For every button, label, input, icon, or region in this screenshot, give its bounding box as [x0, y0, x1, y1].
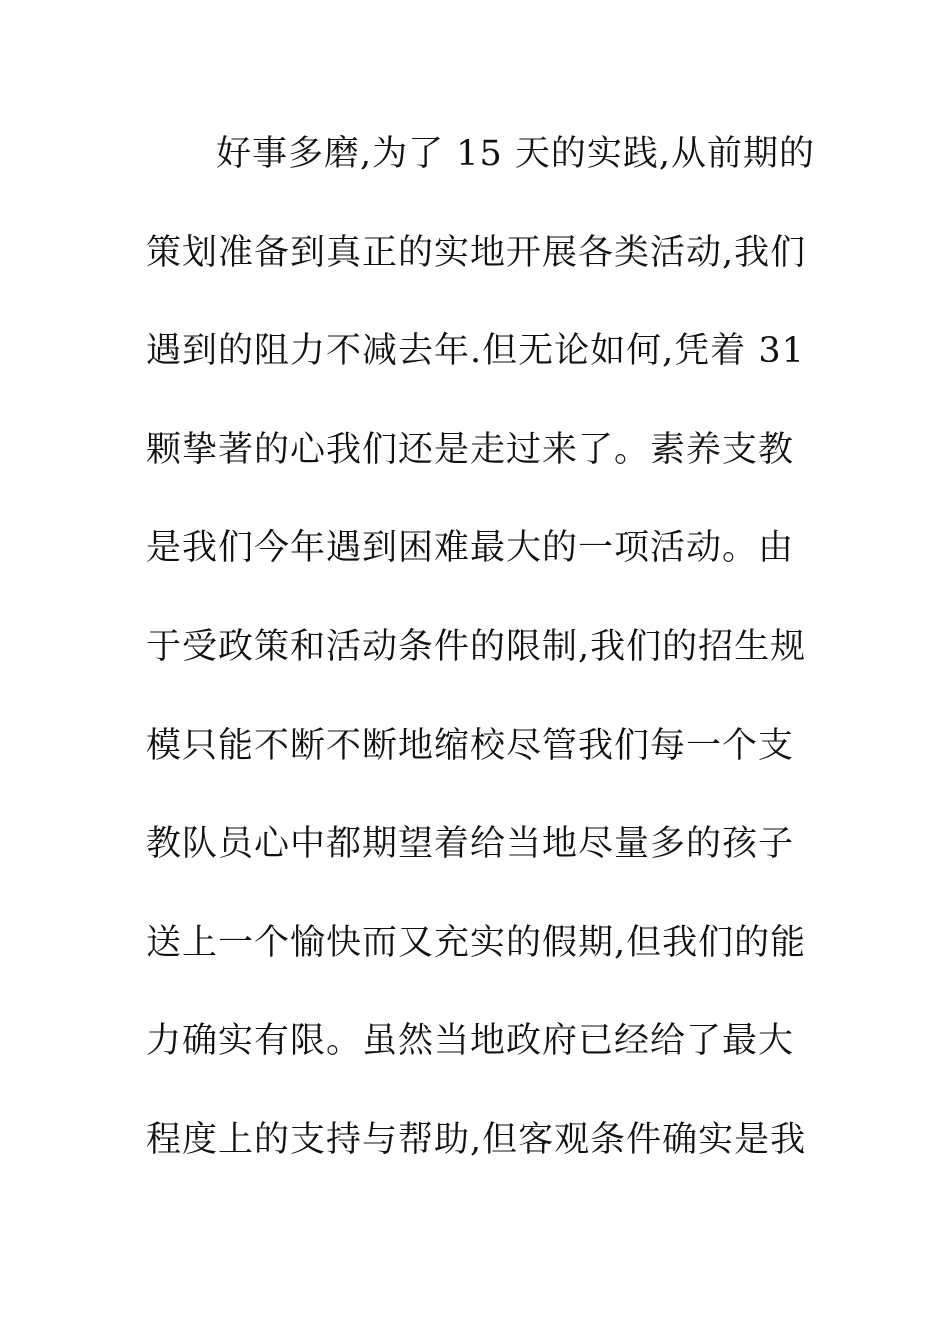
text-line-7: 模只能不断不断地缩校尽管我们每一个支 [146, 725, 795, 766]
text-line-5: 是我们今年遇到困难最大的一项活动。由 [146, 528, 795, 569]
text-line-10: 力确实有限。虽然当地政府已经给了最大 [146, 1021, 795, 1062]
text-line-4: 颗挚著的心我们还是走过来了。素养支教 [146, 429, 795, 470]
text-line-3: 遇到的阻力不减去年.但无论如何,凭着 31 [146, 331, 805, 372]
text-line-2: 策划准备到真正的实地开展各类活动,我们 [146, 232, 807, 273]
text-line-1: 好事多磨,为了 15 天的实践,从前期的 [216, 134, 816, 174]
text-line-11: 程度上的支持与帮助,但客观条件确实是我 [146, 1119, 807, 1160]
text-line-9: 送上一个愉快而又充实的假期,但我们的能 [146, 922, 807, 963]
text-line-8: 教队员心中都期望着给当地尽量多的孩子 [146, 824, 795, 865]
paragraph [146, 122, 816, 1207]
text-line-6: 于受政策和活动条件的限制,我们的招生规 [146, 626, 807, 667]
